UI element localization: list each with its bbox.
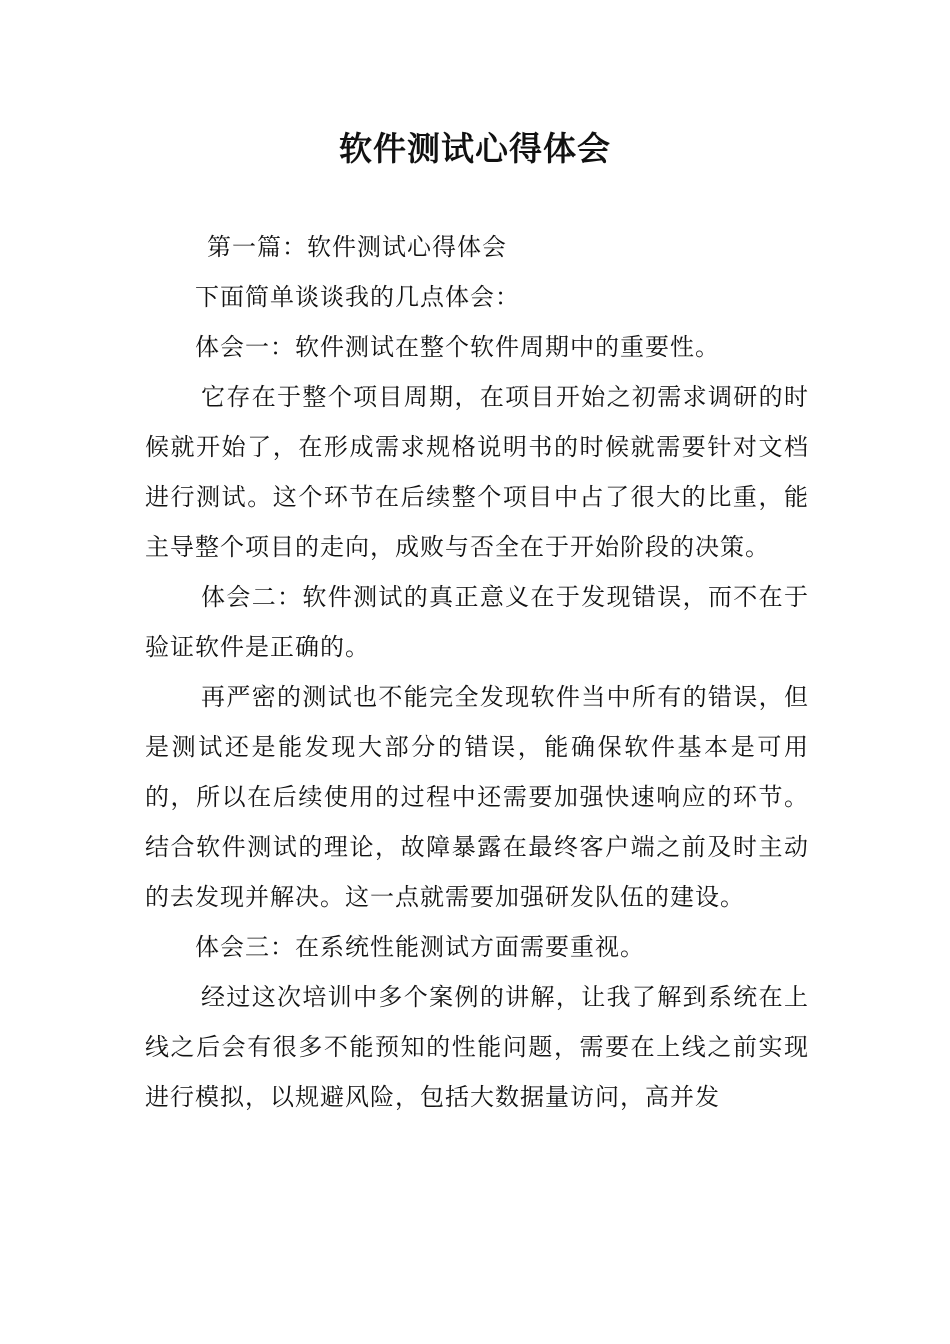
document-body: [145, 222, 809, 1122]
point-heading-2: 体会二：软件测试的真正意义在于发现错误，而不在于验证软件是正确的。: [145, 583, 809, 661]
section-heading: 第一篇：软件测试心得体会: [207, 233, 507, 261]
body-paragraph-1: 它存在于整个项目周期，在项目开始之初需求调研的时候就开始了，在形成需求规格说明书的时候就需要针对文档进行测试。这个环节在后续整个项目中占了很大的比重，能主导整个项目的走向，成败与否全在于开始阶段的决策。: [145, 383, 809, 561]
intro-paragraph: 下面简单谈谈我的几点体会：: [195, 283, 520, 311]
document-title: 软件测试心得体会: [339, 129, 611, 168]
point-heading-1: 体会一：软件测试在整个软件周期中的重要性。: [195, 333, 720, 361]
point-heading-3: 体会三：在系统性能测试方面需要重视。: [195, 933, 645, 961]
body-paragraph-2: 再严密的测试也不能完全发现软件当中所有的错误，但是测试还是能发现大部分的错误，能确保软件基本是可用的，所以在后续使用的过程中还需要加强快速响应的环节。结合软件测试的理论，故障暴露在最终客户端之前及时主动的去发现并解决。这一点就需要加强研发队伍的建设。: [145, 683, 809, 911]
body-paragraph-3: 经过这次培训中多个案例的讲解，让我了解到系统在上线之后会有很多不能预知的性能问题，需要在上线之前实现进行模拟，以规避风险，包括大数据量访问，高并发: [145, 983, 809, 1111]
